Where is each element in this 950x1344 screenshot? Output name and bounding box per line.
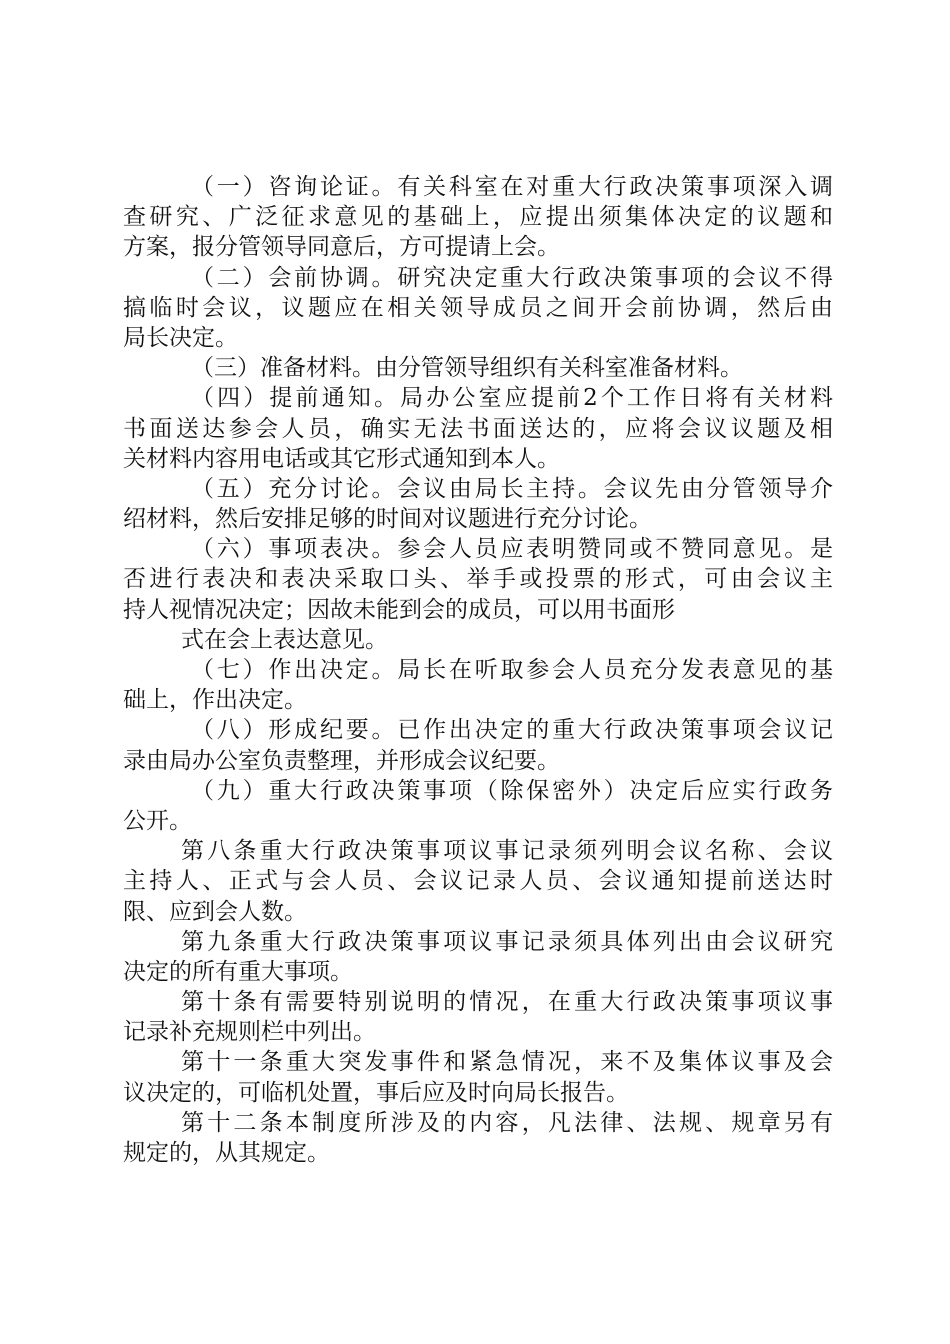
text-line: 决定的所有重大事项。 — [123, 958, 353, 985]
text-line: 第十二条本制度所涉及的内容，凡法律、法规、规章另有 — [181, 1109, 833, 1136]
text-line: （二）会前协调。研究决定重大行政决策事项的会议不得 — [191, 264, 833, 291]
text-line: 书面送达参会人员，确实无法书面送达的，应将会议议题及相 — [123, 415, 833, 442]
text-line: （四）提前通知。局办公室应提前2个工作日将有关材料 — [191, 385, 833, 412]
text-line: 否进行表决和表决采取口头、举手或投票的形式，可由会议主 — [123, 566, 833, 593]
text-line: （七）作出决定。局长在听取参会人员充分发表意见的基 — [191, 657, 833, 683]
text-line: （九）重大行政决策事项（除保密外）决定后应实行政务 — [191, 777, 833, 804]
text-line: 持人视情况决定；因故未能到会的成员，可以用书面形 — [123, 596, 675, 623]
text-line: 第十条有需要特别说明的情况，在重大行政决策事项议事 — [181, 989, 833, 1016]
text-line: 式在会上表达意见。 — [181, 626, 388, 653]
text-line: 关材料内容用电话或其它形式通知到本人。 — [123, 445, 560, 472]
text-line: 录由局办公室负责整理，并形成会议纪要。 — [123, 747, 560, 774]
text-line: 公开。 — [123, 807, 192, 834]
text-line: 第九条重大行政决策事项议事记录须具体列出由会议研究 — [181, 928, 833, 955]
text-line: （六）事项表决。参会人员应表明赞同或不赞同意见。是 — [191, 536, 833, 563]
text-line: 限、应到会人数。 — [123, 898, 307, 925]
text-line: 第十一条重大突发事件和紧急情况，来不及集体议事及会 — [181, 1049, 833, 1076]
text-line: 础上，作出决定。 — [123, 687, 307, 714]
text-line: 规定的，从其规定。 — [123, 1140, 330, 1166]
text-line: 记录补充规则栏中列出。 — [123, 1019, 376, 1046]
text-line: 局长决定。 — [123, 324, 238, 351]
text-line: 议决定的，可临机处置，事后应及时向局长报告。 — [123, 1079, 629, 1106]
document-body — [123, 172, 833, 1168]
text-line: （一）咨询论证。有关科室在对重大行政决策事项深入调 — [191, 174, 833, 200]
text-line: 搞临时会议，议题应在相关领导成员之间开会前协调，然后由 — [123, 294, 833, 321]
text-line: （八）形成纪要。已作出决定的重大行政决策事项会议记 — [191, 717, 833, 744]
text-line: 主持人、正式与会人员、会议记录人员、会议通知提前送达时 — [123, 868, 833, 895]
text-line: 查研究、广泛征求意见的基础上，应提出须集体决定的议题和 — [123, 204, 833, 231]
text-line: 方案，报分管领导同意后，方可提请上会。 — [123, 234, 560, 261]
text-line: （五）充分讨论。会议由局长主持。会议先由分管领导介 — [191, 475, 833, 502]
text-line: 绍材料，然后安排足够的时间对议题进行充分讨论。 — [123, 506, 652, 533]
text-line: （三）准备材料。由分管领导组织有关科室准备材料。 — [191, 355, 743, 382]
text-line: 第八条重大行政决策事项议事记录须列明会议名称、会议 — [181, 838, 833, 865]
